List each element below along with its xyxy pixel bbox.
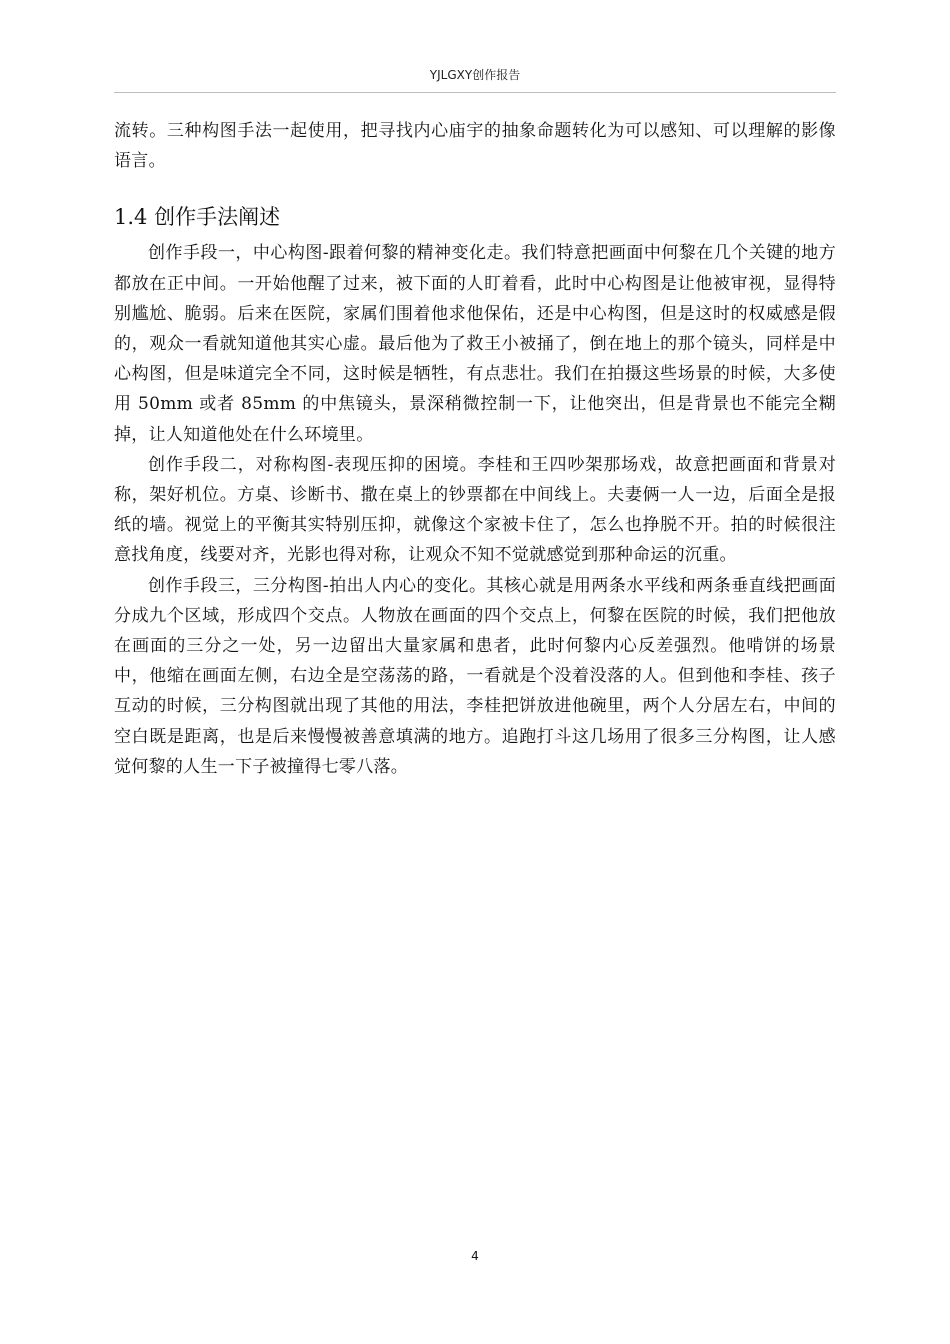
page-header: YJLGXY创作报告 xyxy=(429,68,521,82)
paragraph-technique-1: 创作手段一，中心构图-跟着何黎的精神变化走。我们特意把画面中何黎在几个关键的地方都放在正中间。一开始他醒了过来，被下面的人盯着看，此时中心构图是让他被审视，显得特别尴尬、脆弱。后来在医院，家属们围着他求他保佑，还是中心构图，但是这时的权威感是假的，观众一看就知道他其实心虚。最后他为了救王小被捅了，倒在地上的那个镜头，同样是中心构图，但是味道完全不同，这时候是牺牲，有点悲壮。我们在拍摄这些场景的时候，大多使用 50mm 或者 85mm 的中焦镜头，景深稍微控制一下，让他突出，但是背景也不能完全糊掉，让人知道他处在什么环境里。 xyxy=(114,243,836,445)
section-heading: 1.4 创作手法阐述 xyxy=(114,205,281,230)
page-number: 4 xyxy=(471,1249,479,1263)
paragraph-technique-3: 创作手段三，三分构图-拍出人内心的变化。其核心就是用两条水平线和两条垂直线把画面分成九个区域，形成四个交点。人物放在画面的四个交点上，何黎在医院的时候，我们把他放在画面的三分之一处，另一边留出大量家属和患者，此时何黎内心反差强烈。他啃饼的场景中，他缩在画面左侧，右边全是空荡荡的路，一看就是个没着没落的人。但到他和李桂、孩子互动的时候，三分构图就出现了其他的用法，李桂把饼放进他碗里，两个人分居左右，中间的空白既是距离，也是后来慢慢被善意填满的地方。追跑打斗这几场用了很多三分构图，让人感觉何黎的人生一下子被撞得七零八落。 xyxy=(114,575,836,777)
document-body xyxy=(114,116,836,782)
header-divider xyxy=(114,92,836,93)
paragraph-technique-2: 创作手段二，对称构图-表现压抑的困境。李桂和王四吵架那场戏，故意把画面和背景对称，架好机位。方桌、诊断书、撒在桌上的钞票都在中间线上。夫妻俩一人一边，后面全是报纸的墙。视觉上的平衡其实特别压抑，就像这个家被卡住了，怎么也挣脱不开。拍的时候很注意找角度，线要对齐，光影也得对称，让观众不知不觉就感觉到那种命运的沉重。 xyxy=(114,454,836,566)
intro-paragraph: 流转。三种构图手法一起使用，把寻找内心庙宇的抽象命题转化为可以感知、可以理解的影像语言。 xyxy=(114,121,836,172)
